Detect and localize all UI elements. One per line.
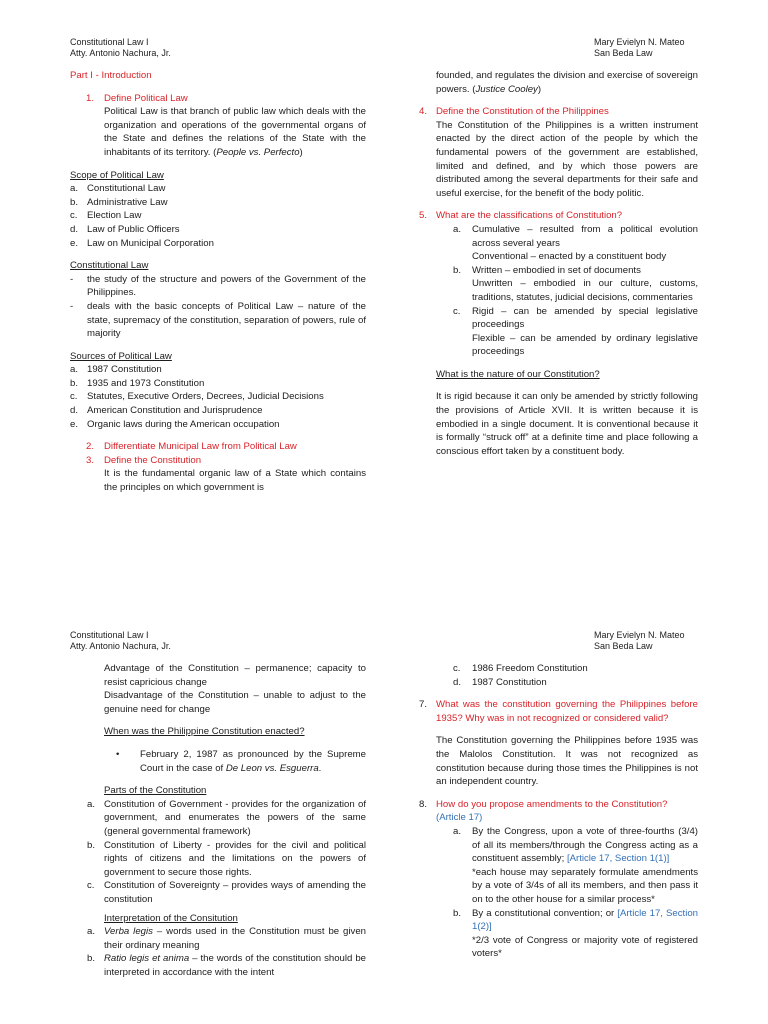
item-label: d.: [453, 676, 462, 688]
item-text: Administrative Law: [87, 196, 168, 208]
list-item: [70, 237, 366, 251]
item-text-alt: Unwritten – embodied in our culture, customs, traditions, statutes, judicial decisions, commentaries: [472, 278, 698, 303]
item-label: a.: [87, 798, 96, 810]
list-item: [70, 209, 366, 223]
professor-name: Atty. Antonio Nachura, Jr.: [70, 641, 171, 651]
item-label: b.: [87, 839, 96, 851]
q7-block: [419, 698, 698, 789]
item-text: Rigid – can be amended by special legislative proceedings: [472, 305, 698, 331]
q1-title: Define Political Law: [104, 92, 188, 104]
item-text: Law of Public Officers: [87, 223, 180, 235]
item-label: a.: [453, 825, 462, 837]
q4-title: Define the Constitution of the Philippines: [436, 106, 609, 118]
interpretation-title: Interpretation of the Consitution: [104, 912, 238, 924]
enacted-end: .: [318, 762, 322, 774]
nature-body: It is rigid because it can only be amended by strictly following the provisions of Article XVII. It is written because it is embodied in a single document. It is conventional because it is formally “struck off” at a definite time and place following a conscious effort taken by a constituent body.: [436, 391, 698, 457]
q7-number: 7.: [419, 699, 428, 711]
q8-b-note: *2/3 vote of Congress or majority vote of registered voters*: [472, 934, 698, 960]
cite-open: (: [472, 83, 476, 95]
list-item: [70, 418, 366, 432]
q8-a-ref: [Article 17, Section 1(1)]: [566, 853, 670, 865]
item-text: – words used in the Constitution must be given their ordinary meaning: [104, 926, 366, 951]
cite-close: ): [537, 83, 542, 95]
part-title: Part I - Introduction: [70, 70, 152, 81]
item-label: b.: [453, 907, 462, 919]
q8-article-ref: (Article 17): [436, 812, 483, 824]
nature-title: What is the nature of our Constitution?: [436, 368, 600, 380]
q8-a-text: By the Congress, upon a vote of three-fourths (3/4) of all its members/through the Congress acting as a constituent assembly;: [472, 825, 698, 865]
q8-a-note: *each house may separately formulate amendments by a vote of 3/4s of all its members, and then pass it on to the other house for a similar process*: [472, 866, 698, 905]
course-name: Constitutional Law I: [70, 37, 149, 47]
q8-number: 8.: [419, 798, 428, 810]
case-name: De Leon vs. Esguerra: [225, 762, 319, 774]
list-item: [436, 907, 698, 961]
item-text: 1987 Constitution: [87, 364, 162, 376]
item-text: Statutes, Executive Orders, Decrees, Judicial Decisions: [87, 391, 324, 403]
list-item: [436, 662, 698, 676]
q7-body: The Constitution governing the Philippines before 1935 was the Malolos Constitution. It was not recognized as constitution because during those times the Philippines is not an independent country.: [436, 735, 698, 788]
list-item: [87, 879, 366, 906]
q1-cite-close: ): [299, 146, 303, 158]
item-label: a.: [70, 183, 79, 195]
q3-title: Define the Constitution: [104, 454, 202, 466]
item-label: c.: [70, 210, 78, 222]
item-term: Verba legis: [104, 926, 153, 938]
q4-block: [419, 105, 698, 200]
q1-cite-open: (: [213, 146, 217, 158]
item-text: Cumulative – resulted from a political evolution across several years: [472, 223, 698, 249]
item-text-alt: Conventional – enacted by a constituent body: [472, 251, 667, 263]
list-item: [70, 390, 366, 404]
item-text: deals with the basic concepts of Political Law – nature of the state, supremacy of the constitution, separation of powers, rule of majority: [87, 300, 366, 340]
q5-block: [419, 209, 698, 359]
constlaw-list: [70, 273, 366, 341]
constlaw-title: Constitutional Law: [70, 260, 149, 272]
q7-title: What was the constitution governing the Philippines before 1935? Why was in not recognized or considered valid?: [436, 699, 698, 724]
header-left: [70, 37, 171, 59]
item-label: c.: [453, 663, 461, 674]
header-left: [70, 630, 171, 652]
list-item: [87, 952, 366, 979]
q5-title: What are the classifications of Constitution?: [436, 210, 623, 222]
q1-block: [70, 92, 366, 160]
q2-number: 2.: [86, 441, 95, 453]
q2-title: Differentiate Municipal Law from Political Law: [104, 441, 297, 453]
list-item: [87, 798, 366, 839]
item-text-alt: Flexible – can be amended by ordinary legislative proceedings: [472, 332, 698, 358]
q3-body: It is the fundamental organic law of a State which contains the principles on which government is: [104, 468, 366, 494]
author-name: Mary Evielyn N. Mateo: [594, 37, 685, 47]
q4-number: 4.: [419, 106, 428, 118]
list-item: [70, 223, 366, 237]
list-item: [436, 825, 698, 907]
item-label: d.: [70, 223, 79, 235]
list-item: [70, 273, 366, 300]
item-text: Election Law: [87, 210, 142, 222]
item-label: a.: [70, 364, 79, 376]
scope-list: [70, 182, 366, 250]
item-label: c.: [453, 305, 461, 317]
professor-name: Atty. Antonio Nachura, Jr.: [70, 48, 171, 58]
item-text: Organic laws during the American occupation: [87, 418, 280, 430]
q8-b-text: By a constitutional convention; or: [472, 907, 615, 919]
q1-body-text: Political Law is that branch of public law which deals with the organization and operations of the governmental organs of the State and defines the relations of the State with the inhabitants of its territory.: [104, 106, 366, 158]
page2-left-column: [87, 662, 366, 979]
q1-number: 1.: [86, 92, 95, 104]
item-label: b.: [87, 953, 96, 965]
item-label: e.: [70, 237, 79, 249]
item-text: 1986 Freedom Constitution: [472, 663, 588, 674]
page2-right-column: [419, 662, 698, 961]
item-text: Constitution of Sovereignty – provides ways of amending the constitution: [104, 880, 366, 905]
author-name: Mary Evielyn N. Mateo: [594, 630, 685, 640]
list-item: [436, 223, 698, 264]
q3-continued-text: founded, and regulates the division and exercise of sovereign powers.: [436, 70, 698, 95]
item-label: b.: [453, 264, 462, 276]
q8-block: [419, 798, 698, 961]
q2-block: [70, 440, 366, 454]
list-item: [70, 182, 366, 196]
list-item: [70, 300, 366, 341]
list-item: [436, 264, 698, 305]
item-label: c.: [87, 880, 95, 892]
item-text: American Constitution and Jurisprudence: [87, 405, 263, 417]
enacted-bullet-item: [104, 748, 366, 775]
enacted-title: When was the Philippine Constitution enacted?: [104, 726, 305, 738]
header-right: [594, 630, 685, 652]
q3-block: [70, 454, 366, 495]
list-item: [436, 676, 698, 690]
q3-continued: [436, 69, 698, 96]
q8-title: How do you propose amendments to the Constitution?: [436, 798, 668, 810]
list-item: [70, 363, 366, 377]
q4-body: The Constitution of the Philippines is a written instrument enacted by the direct action of the people by which the fundamental powers of the government are established, limited and defined, and by which those powers are distributed among the several departments for their safe and useful exercise, for the benefit of the body politic.: [436, 119, 698, 199]
item-text: the study of the structure and powers of the Government of the Philippines.: [87, 273, 366, 299]
sources-title: Sources of Political Law: [70, 350, 172, 362]
school-name: San Beda Law: [594, 48, 653, 58]
advantage-text: Advantage of the Constitution – permanence; capacity to resist capricious change: [104, 663, 366, 688]
item-text: [472, 907, 698, 934]
item-label: -: [70, 300, 74, 312]
header-right: [594, 37, 685, 59]
q8-b-ref: [Article 17, Section 1(2)]: [472, 907, 698, 933]
item-text: 1987 Constitution: [472, 676, 547, 688]
cite-author: Justice Cooley: [475, 83, 538, 95]
enacted-text: February 2, 1987 as pronounced by the Supreme Court in the case of: [140, 748, 366, 774]
q3-number: 3.: [86, 454, 95, 466]
list-item: [70, 377, 366, 391]
scope-title: Scope of Political Law: [70, 169, 164, 181]
list-item: [87, 925, 366, 952]
item-label: a.: [453, 223, 462, 235]
item-label: e.: [70, 418, 79, 430]
q5-number: 5.: [419, 210, 428, 222]
q1-cite: People vs. Perfecto: [216, 146, 300, 158]
item-label: c.: [70, 391, 78, 403]
item-text: Constitutional Law: [87, 183, 166, 195]
list-item: [87, 839, 366, 880]
item-text: Written – embodied in set of documents: [472, 264, 641, 276]
item-text: – the words of the constitution should be interpreted in accordance with the intent: [104, 953, 366, 978]
page1-left-column: [70, 69, 366, 495]
list-item: [70, 404, 366, 418]
item-text: 1935 and 1973 Constitution: [87, 377, 205, 389]
bullet: •: [116, 748, 120, 760]
item-label: d.: [70, 405, 79, 417]
item-text: Constitution of Liberty - provides for the civil and political rights of citizens and the limitations on the powers of government to secure those rights.: [104, 839, 366, 878]
item-label: -: [70, 273, 74, 285]
item-label: b.: [70, 377, 79, 389]
item-text: Law on Municipal Corporation: [87, 237, 214, 249]
item-label: a.: [87, 926, 96, 938]
page1-right-column: [419, 69, 698, 458]
item-term: Ratio legis et anima: [104, 953, 190, 965]
course-name: Constitutional Law I: [70, 630, 149, 640]
list-item: [436, 305, 698, 359]
q1-body: [104, 105, 366, 159]
item-text: Constitution of Government - provides for the organization of government, and enumerates the powers of the same (general governmental framework): [104, 798, 366, 837]
sources-list: [70, 363, 366, 431]
disadvantage-text: Disadvantage of the Constitution – unable to adjust to the genuine need for change: [104, 690, 366, 715]
list-item: [70, 196, 366, 210]
item-label: b.: [70, 196, 79, 208]
parts-title: Parts of the Constitution: [104, 785, 207, 797]
item-text: [472, 825, 698, 866]
school-name: San Beda Law: [594, 641, 653, 651]
